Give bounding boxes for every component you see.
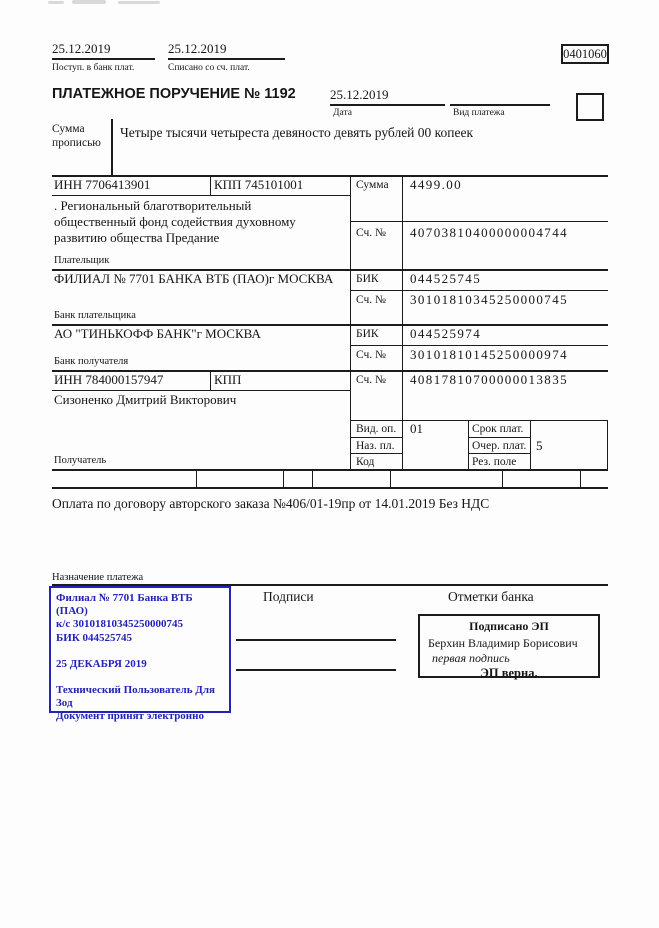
- document-date: 25.12.2019: [330, 87, 389, 102]
- recipient-bank-section-label: Банк получателя: [54, 356, 129, 367]
- document-title: ПЛАТЕЖНОЕ ПОРУЧЕНИЕ № 1192: [52, 86, 296, 102]
- payer-bank-account: 30101810345250000745: [410, 292, 568, 307]
- recipient-account: 40817810700000013835: [410, 372, 568, 387]
- payer-bank-bik: 044525745: [410, 271, 482, 286]
- stamp-line: Документ принят электронно: [56, 710, 204, 723]
- stamp-line: к/с 30101810345250000745: [56, 618, 184, 631]
- cropped-artifact: [72, 0, 106, 4]
- purpose-kind-label: Наз. пл.: [356, 440, 395, 452]
- signature-line: [236, 639, 396, 641]
- received-date-label: Поступ. в банк плат.: [52, 63, 135, 73]
- stamp-line: Технический Пользователь Для: [56, 684, 215, 697]
- table-line: [52, 487, 608, 489]
- table-line: [350, 175, 351, 469]
- stamp-spacer: [56, 645, 224, 658]
- table-line: [607, 420, 608, 469]
- payment-type-underline: [450, 104, 550, 106]
- payer-account: 40703810400000004744: [410, 225, 568, 240]
- sum-label: Сумма: [356, 179, 389, 191]
- stamp-line: Зод: [56, 697, 73, 710]
- table-line: [350, 453, 402, 454]
- debited-date-underline: [168, 58, 285, 60]
- payer-bank-bik-label: БИК: [356, 273, 379, 285]
- payer-account-label: Сч. №: [356, 227, 387, 239]
- e-signature-verified: ЭП верна.: [480, 666, 538, 680]
- recipient-section-label: Получатель: [54, 455, 107, 466]
- recipient-inn: ИНН 784000157947: [54, 372, 164, 387]
- table-line: [350, 437, 402, 438]
- payer-inn: ИНН 7706413901: [54, 177, 151, 192]
- e-signature-name: Берхин Владимир Борисович: [428, 636, 578, 650]
- op-type-value: 01: [410, 421, 423, 436]
- table-line: [52, 195, 350, 196]
- table-line: [210, 175, 211, 195]
- table-line: [210, 370, 211, 390]
- payer-section-label: Плательщик: [54, 255, 110, 266]
- stamp-line: Филиал № 7701 Банка ВТБ (ПАО): [56, 592, 193, 618]
- code-label: Код: [356, 456, 375, 468]
- recipient-account-label: Сч. №: [356, 374, 387, 386]
- recipient-kpp-label: КПП: [214, 372, 242, 387]
- payment-term-label: Срок плат.: [472, 423, 524, 435]
- table-line: [196, 469, 197, 487]
- debited-date-label: Списано со сч. плат.: [168, 63, 250, 73]
- table-line: [350, 290, 608, 291]
- recipient-bank-bik: 044525974: [410, 326, 482, 341]
- priority-value: 5: [536, 438, 543, 453]
- table-line: [580, 469, 581, 487]
- amount-in-words-label2: прописью: [52, 137, 101, 149]
- debited-date: 25.12.2019: [168, 41, 227, 56]
- payment-purpose-text: Оплата по договору авторского заказа №406/01-19пр от 14.01.2019 Без НДС: [52, 496, 490, 511]
- table-line: [468, 453, 530, 454]
- table-line: [402, 175, 403, 469]
- table-line: [468, 420, 469, 469]
- cropped-artifact: [48, 1, 64, 4]
- date-label: Дата: [333, 108, 352, 118]
- payment-type-label: Вид платежа: [453, 108, 505, 118]
- received-date-underline: [52, 58, 155, 60]
- payment-purpose-label: Назначение платежа: [52, 572, 144, 583]
- e-signature-subtitle: первая подпись: [432, 651, 510, 665]
- cropped-artifact: [118, 1, 160, 4]
- op-type-label: Вид. оп.: [356, 423, 397, 435]
- recipient-bank-name: АО "ТИНЬКОФФ БАНК"г МОСКВА: [54, 326, 261, 341]
- table-line: [350, 345, 608, 346]
- table-line: [350, 420, 608, 421]
- recipient-bank-account-label: Сч. №: [356, 349, 387, 361]
- stamp-line: БИК 044525745: [56, 631, 133, 644]
- amount-divider: [111, 119, 113, 175]
- payment-type-square: [576, 93, 604, 121]
- payer-bank-section-label: Банк плательщика: [54, 310, 136, 321]
- reserve-field-label: Рез. поле: [472, 456, 517, 468]
- e-signature-box: [418, 614, 600, 678]
- amount-in-words-label: Сумма: [52, 123, 85, 135]
- signatures-label: Подписи: [263, 589, 314, 604]
- bank-marks-label: Отметки банка: [448, 589, 534, 604]
- table-line: [52, 469, 608, 471]
- payer-kpp: КПП 745101001: [214, 177, 304, 192]
- payer-name-line3: развитию общества Предание: [54, 230, 220, 245]
- table-line: [468, 437, 530, 438]
- signature-line: [236, 669, 396, 671]
- table-line: [502, 469, 503, 487]
- table-line: [312, 469, 313, 487]
- table-line: [350, 221, 608, 222]
- stamp-spacer: [56, 671, 224, 684]
- payer-name-line1: . Региональный благотворительный: [54, 198, 252, 213]
- form-code-box: [561, 44, 609, 64]
- bank-stamp: [49, 586, 231, 723]
- sum-value: 4499.00: [410, 177, 463, 192]
- amount-in-words: Четыре тысячи четыреста девяносто девять рублей 00 копеек: [120, 125, 474, 140]
- e-signature-title: Подписано ЭП: [469, 619, 549, 633]
- payer-bank-account-label: Сч. №: [356, 294, 387, 306]
- recipient-bank-account: 30101810145250000974: [410, 347, 568, 362]
- table-line: [52, 390, 350, 391]
- priority-label: Очер. плат.: [472, 440, 527, 452]
- payer-name-line2: общественный фонд содействия духовному: [54, 214, 296, 229]
- received-date: 25.12.2019: [52, 41, 111, 56]
- payer-bank-name: ФИЛИАЛ № 7701 БАНКА ВТБ (ПАО)г МОСКВА: [54, 271, 334, 286]
- table-line: [283, 469, 284, 487]
- stamp-line: 25 ДЕКАБРЯ 2019: [56, 657, 147, 670]
- recipient-bank-bik-label: БИК: [356, 328, 379, 340]
- table-line: [390, 469, 391, 487]
- date-underline: [330, 104, 445, 106]
- table-line: [530, 420, 531, 469]
- recipient-name: Сизоненко Дмитрий Викторович: [54, 392, 237, 407]
- form-code: 0401060: [563, 46, 607, 61]
